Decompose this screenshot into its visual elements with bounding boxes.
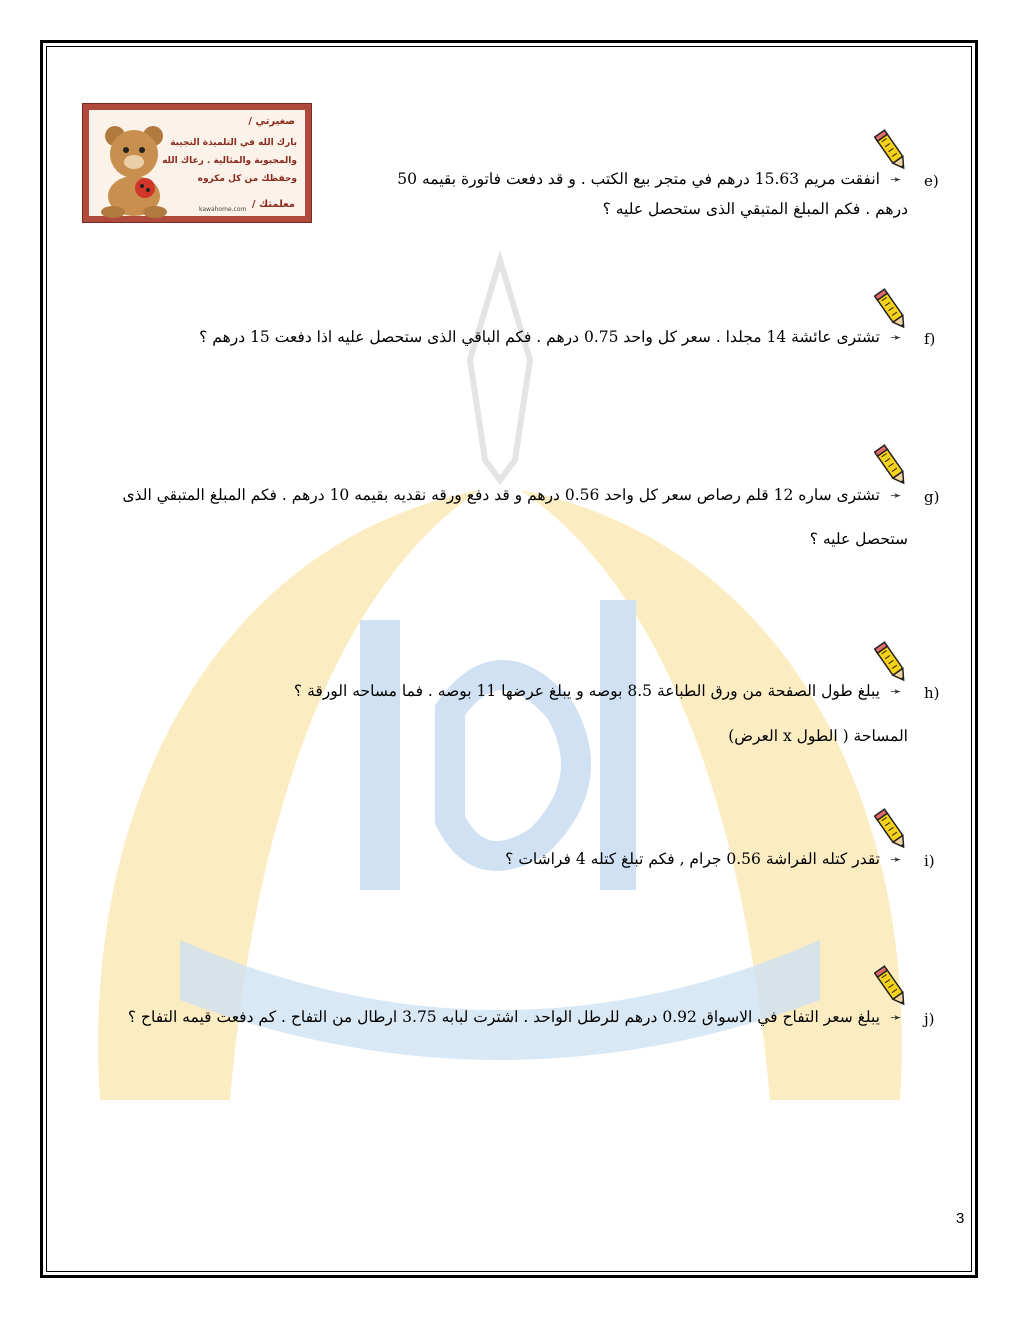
sticker-title: صغيرتي /: [248, 116, 295, 127]
arrow-icon: ➛: [890, 684, 902, 700]
pencil-icon: [874, 287, 908, 331]
arrow-icon: ➛: [890, 852, 902, 868]
question-e-line-2: درهم . فكم المبلغ المتبقي الذى ستحصل عليه ؟: [602, 200, 908, 218]
teddy-bear-icon: [93, 118, 183, 218]
pencil-icon: [874, 807, 908, 851]
question-letter: g): [924, 488, 940, 506]
question-j-line-1: يبلغ سعر التفاح في الاسواق 0.92 درهم للرطل الواحد . اشترت لبابه 3.75 ارطال من التفاح . كم دفعت قيمه التفاح ؟: [127, 1008, 880, 1026]
sticker-line-2: والمحبوبة والمثالية . رعاك الله: [162, 156, 297, 166]
question-e-line-1: انفقت مريم 15.63 درهم في متجر بيع الكتب . و قد دفعت فاتورة بقيمه 50: [397, 170, 880, 188]
question-letter: j): [924, 1010, 935, 1028]
praise-sticker: [82, 103, 312, 223]
watermark-logo: [60, 240, 940, 1100]
arrow-icon: ➛: [890, 1010, 902, 1026]
page-number: 3: [956, 1210, 965, 1227]
pencil-icon: [874, 128, 908, 172]
arrow-icon: ➛: [890, 330, 902, 346]
sticker-line-3: وحفظك من كل مكروه: [197, 174, 297, 184]
question-g-line-2: ستحصل عليه ؟: [809, 530, 908, 548]
question-f-line-1: تشترى عائشة 14 مجلدا . سعر كل واحد 0.75 درهم . فكم الباقي الذى ستحصل عليه اذا دفعت 15 درهم ؟: [199, 328, 880, 346]
pencil-icon: [874, 964, 908, 1008]
question-g-line-1: تشترى ساره 12 قلم رصاص سعر كل واحد 0.56 درهم و قد دفع ورقه نقديه بقيمه 10 درهم . فكم المبلغ المتبقي الذى: [122, 486, 880, 504]
question-h-line-2: المساحة ( الطول x العرض): [728, 727, 908, 745]
arrow-icon: ➛: [890, 488, 902, 504]
question-i-line-1: تقدر كتله الفراشة 0.56 جرام , فكم تبلغ كتله 4 فراشات ؟: [505, 850, 880, 868]
question-letter: f): [924, 330, 936, 348]
pencil-icon: [874, 443, 908, 487]
arrow-icon: ➛: [890, 172, 902, 188]
question-letter: e): [924, 172, 939, 190]
question-letter: h): [924, 684, 940, 702]
sticker-site: kawahome.com: [199, 206, 247, 213]
sticker-line-1: بارك الله في التلميذة النجيبة: [170, 138, 297, 148]
pencil-icon: [874, 640, 908, 684]
question-h-line-1: يبلغ طول الصفحة من ورق الطباعة 8.5 بوصه و يبلغ عرضها 11 بوصه . فما مساحه الورقة ؟: [293, 682, 880, 700]
question-letter: i): [924, 852, 935, 870]
sticker-signature: معلمتك /: [251, 199, 295, 210]
